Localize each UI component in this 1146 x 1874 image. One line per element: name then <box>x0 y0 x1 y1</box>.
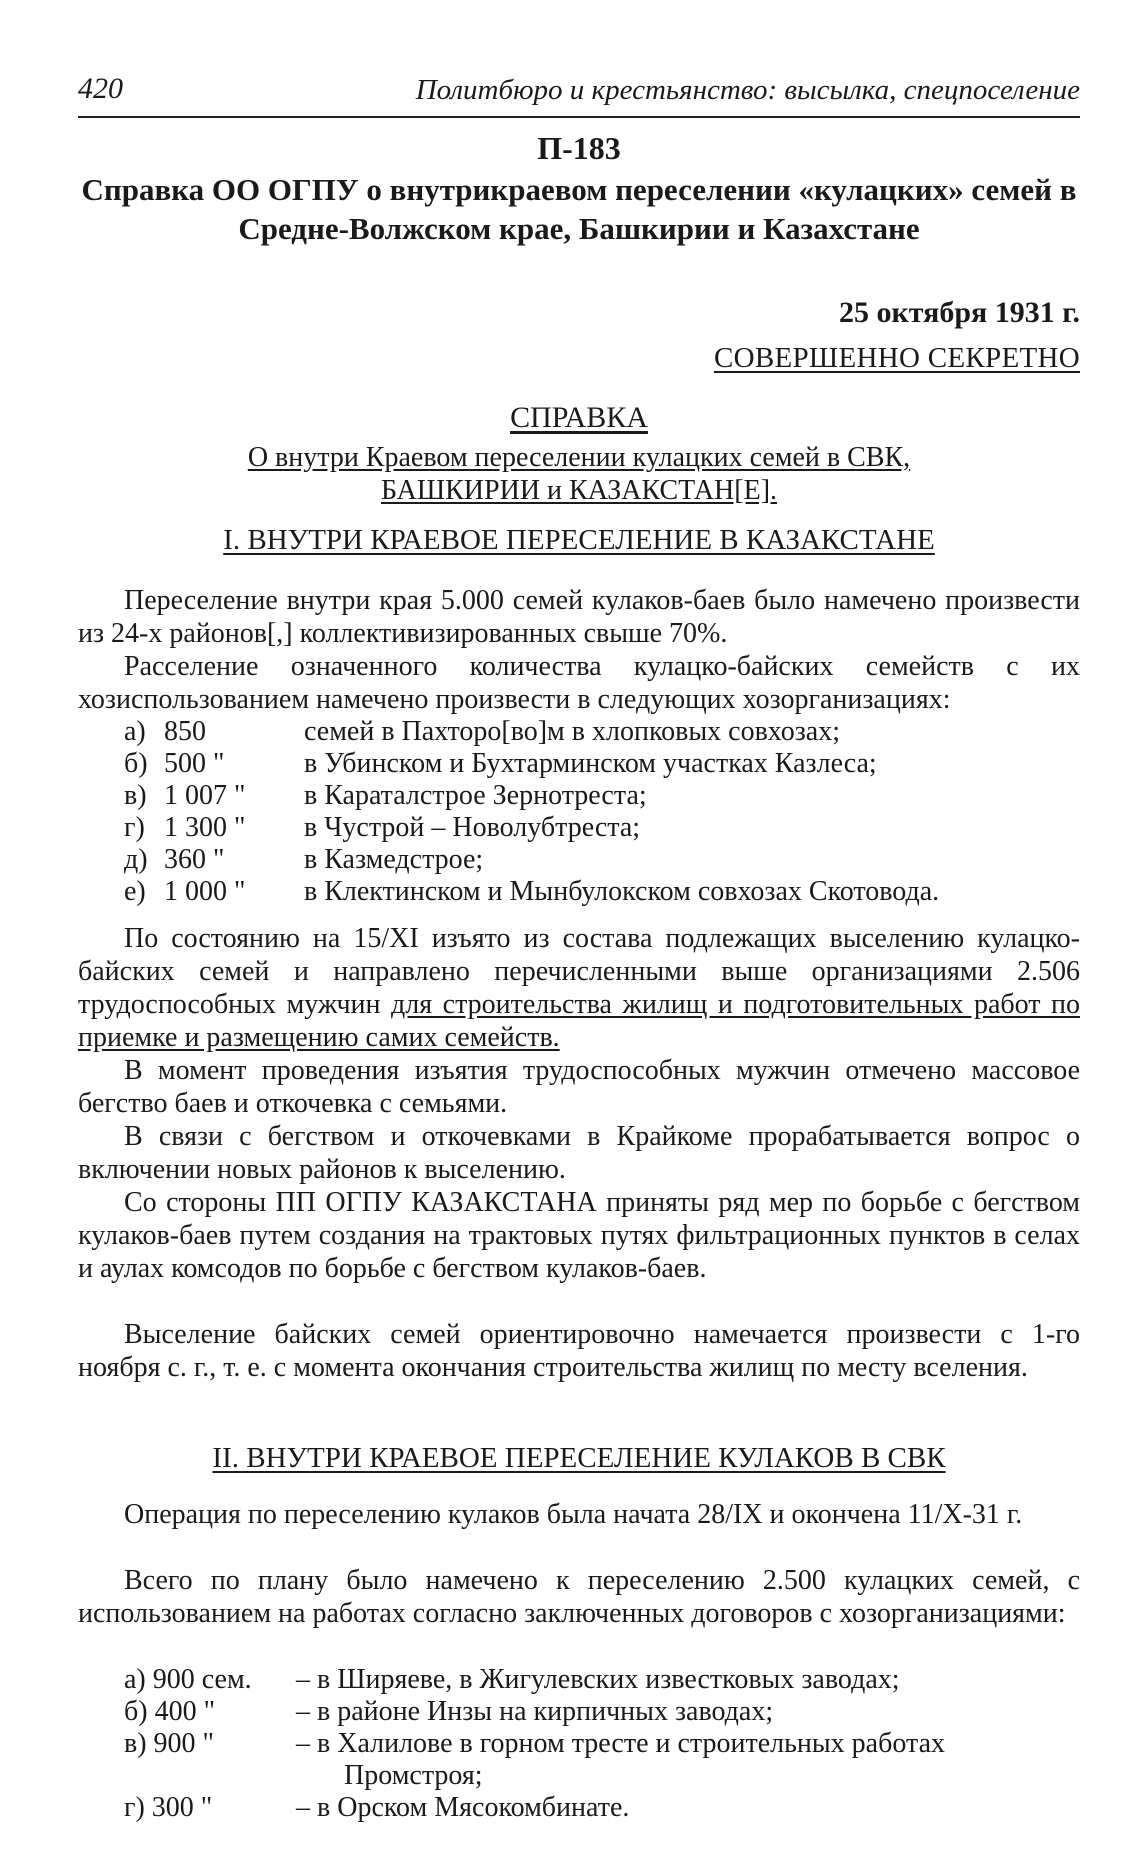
section-1-paragraph-4: В момент проведения изъятия трудоспособных мужчин отмечено массовое бегство баев и откочевка с семьями. <box>78 1055 1080 1119</box>
document-subtitle <box>78 441 1080 507</box>
section-1-paragraph-1: Переселение внутри края 5.000 семей кулаков-баев было намечено произвести из 24-х районов[,] коллективизированных свыше 70%. <box>78 585 1080 649</box>
section-1-paragraph-2: Расселение означенного количества кулацко-байских семейств с их хозиспользованием намечено произвести в следующих хозорганизациях: <box>78 651 1080 715</box>
section-1-paragraph-7: Выселение байских семей ориентировочно намечается произвести с 1-го ноября с. г., т. е. с момента окончания строительства жилищ по месту вселения. <box>78 1319 1080 1383</box>
book-title: Политбюро и крестьянство: высылка, спецпоселение <box>415 74 1080 106</box>
document-date: 25 октября 1931 г. <box>838 296 1080 329</box>
underlined-passage: для строительства жилищ и подготовительных работ по приемке и размещению самих семейств. <box>78 989 1080 1053</box>
section-2-heading: II. ВНУТРИ КРАЕВОЕ ПЕРЕСЕЛЕНИЕ КУЛАКОВ В СВК <box>212 1442 946 1474</box>
list-item: г) 1 300 " в Чустрой – Новолубтреста; <box>124 812 641 843</box>
section-1-paragraph-6: Со стороны ПП ОГПУ КАЗАКСТАНА приняты ряд мер по борьбе с бегством кулаков-баев путем создания на трактовых путях фильтрационных пунктов в селах и аулах комсодов по борьбе с бегством кулаков-баев. <box>78 1187 1080 1284</box>
document-number: П-183 <box>537 130 621 166</box>
running-header <box>78 72 1080 118</box>
list-item: а) 850 семей в Пахторо[во]м в хлопковых совхозах; <box>124 716 841 747</box>
list-item: е) 1 000 " в Клектинском и Мынбулокском совхозах Скотовода. <box>124 876 940 907</box>
subtitle-line-2: БАШКИРИИ и КАЗАКСТАН[Е]. <box>380 475 778 506</box>
list-item: б) 500 " в Убинском и Бухтарминском участках Казлеса; <box>124 748 877 779</box>
section-1-list <box>78 716 1080 908</box>
classification-stamp: СОВЕРШЕННО СЕКРЕТНО <box>713 342 1080 374</box>
document-heading: СПРАВКА <box>510 401 648 434</box>
list-item: в) 900 " – в Халилове в горном тресте и строительных работах <box>124 1728 945 1759</box>
section-1-paragraph-3: По состоянию на 15/XI изъято из состава подлежащих выселению кулацко-байских семей и направлено перечисленными выше организациями 2.506 трудоспособных мужчин для строительства жилищ и подготовительных работ по приемке и размещению самих семейств. <box>78 923 1080 1053</box>
section-2-paragraph-1: Операция по переселению кулаков была начата 28/IX и окончена 11/X-31 г. <box>124 1499 1023 1530</box>
list-item: б) 400 " – в районе Инзы на кирпичных заводах; <box>124 1696 774 1727</box>
subtitle-line-1: О внутри Краевом переселении кулацких семей в СВК, <box>247 442 911 473</box>
list-item: г) 300 " – в Орском Мясокомбинате. <box>124 1792 630 1823</box>
section-2-paragraph-2: Всего по плану было намечено к переселению 2.500 кулацких семей, с использованием на работах согласно заключенных договоров с хозорганизациями: <box>78 1565 1080 1629</box>
section-1-paragraph-5: В связи с бегством и откочевками в Крайкоме прорабатывается вопрос о включении новых районов к выселению. <box>78 1121 1080 1185</box>
list-item: д) 360 " в Казмедстрое; <box>124 844 484 875</box>
section-1-heading: I. ВНУТРИ КРАЕВОЕ ПЕРЕСЕЛЕНИЕ В КАЗАКСТАНЕ <box>223 524 935 556</box>
section-2-list <box>78 1664 1080 1824</box>
list-item: в) 1 007 " в Караталстрое Зернотреста; <box>124 780 647 811</box>
list-item-continuation: Промстроя; <box>344 1760 483 1791</box>
page-number: 420 <box>78 72 123 105</box>
list-item: а) 900 сем. – в Ширяеве, в Жигулевских известковых заводах; <box>124 1664 900 1695</box>
document-title: Справка ОО ОГПУ о внутрикраевом переселении «кулацких» семей в Средне-Волжском крае, Башкирии и Казахстане <box>81 172 1077 246</box>
